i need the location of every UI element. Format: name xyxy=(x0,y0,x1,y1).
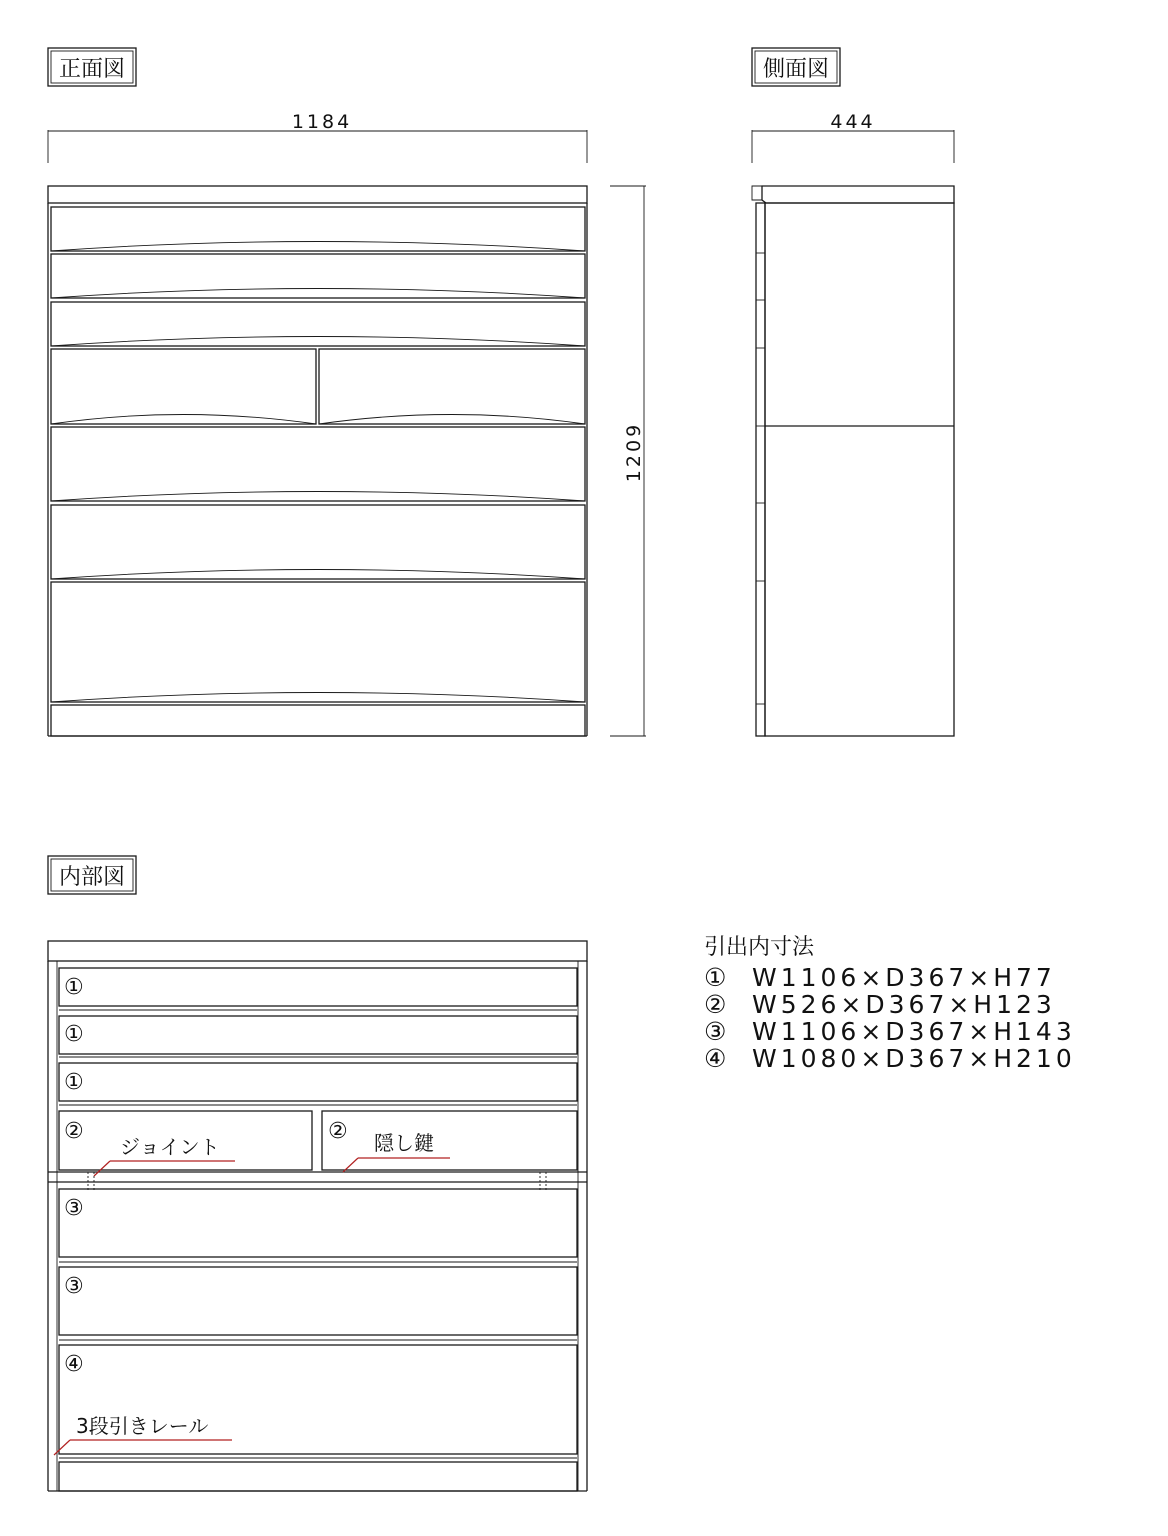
side-top-board xyxy=(762,186,954,203)
spec-mark: ④ xyxy=(704,1044,731,1073)
interior-drawer-3 xyxy=(59,1063,577,1101)
front-drawer-3 xyxy=(51,302,585,346)
front-drawer-6 xyxy=(51,505,585,579)
drawer-marker: ① xyxy=(64,1022,84,1047)
front-width-dim: 1184 xyxy=(291,111,353,133)
joint-marks xyxy=(88,1172,546,1190)
drawer-marker: ② xyxy=(328,1119,348,1144)
front-height-dim: 1209 xyxy=(623,421,645,483)
front-drawer-1 xyxy=(51,207,585,251)
interior-drawer-4-right xyxy=(322,1111,577,1170)
front-drawer-4-right xyxy=(319,349,585,424)
spec-mark: ② xyxy=(704,990,731,1019)
front-drawer-4-left xyxy=(51,349,316,424)
interior-drawer-1 xyxy=(59,968,577,1006)
front-drawer-2 xyxy=(51,254,585,298)
drawer-marker: ④ xyxy=(64,1352,84,1377)
front-top-board xyxy=(48,186,587,203)
front-plinth xyxy=(51,705,585,736)
side-view-label: 側面図 xyxy=(762,57,830,82)
front-drawer-5 xyxy=(51,427,585,501)
drawer-marker: ② xyxy=(64,1119,84,1144)
spec-value: W1080×D367×H210 xyxy=(752,1044,1076,1073)
rail-annotation xyxy=(54,1414,232,1455)
interior-view xyxy=(48,856,587,1491)
drawer-inner-dimensions xyxy=(704,935,1076,1073)
drawer-marker: ③ xyxy=(64,1274,84,1299)
interior-top-board xyxy=(48,941,587,961)
spec-value: W526×D367×H123 xyxy=(752,990,1056,1019)
interior-drawer-6 xyxy=(59,1267,577,1335)
front-view-label: 正面図 xyxy=(58,57,126,82)
spec-mark: ③ xyxy=(704,1017,731,1046)
interior-plinth xyxy=(59,1462,577,1491)
hidden-lock-label: 隠し鍵 xyxy=(374,1131,434,1155)
drawer-marker: ① xyxy=(64,975,84,1000)
interior-drawer-2 xyxy=(59,1016,577,1054)
front-drawer-7 xyxy=(51,582,585,702)
side-width-dim: 444 xyxy=(830,111,876,133)
side-view xyxy=(752,48,954,736)
side-drawer-fronts xyxy=(756,203,765,736)
spec-value: W1106×D367×H143 xyxy=(752,1017,1076,1046)
spec-mark: ① xyxy=(704,963,731,992)
hidden-lock-annotation xyxy=(343,1131,450,1172)
front-view xyxy=(48,48,646,736)
interior-drawer-5 xyxy=(59,1189,577,1257)
rail-label: 3段引きレール xyxy=(76,1414,209,1438)
side-body xyxy=(765,203,954,736)
drawer-marker: ① xyxy=(64,1070,84,1095)
interior-view-label: 内部図 xyxy=(58,865,126,890)
drawer-marker: ③ xyxy=(64,1196,84,1221)
spec-value: W1106×D367×H77 xyxy=(752,963,1056,992)
joint-label: ジョイント xyxy=(120,1135,220,1159)
specs-title: 引出内寸法 xyxy=(704,935,815,960)
